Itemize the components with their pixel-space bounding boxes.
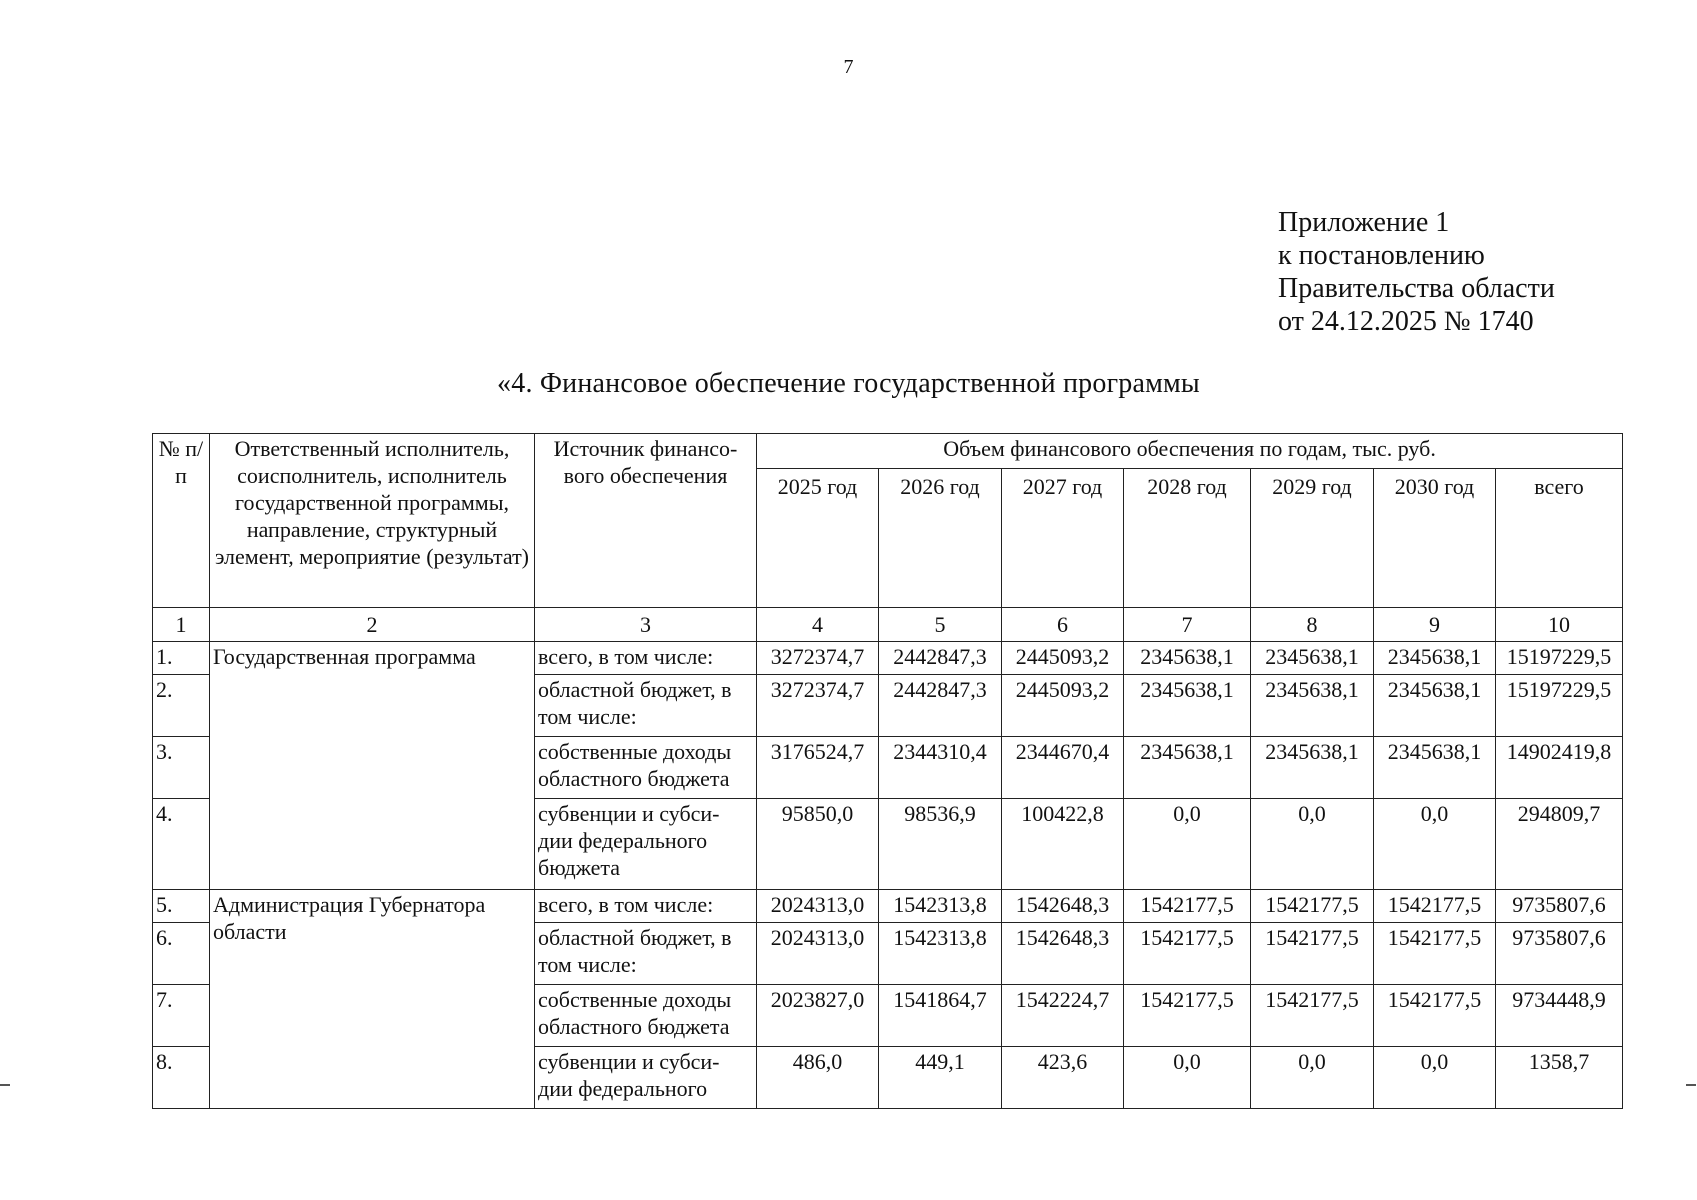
row-number-cell: 7. bbox=[153, 985, 210, 1047]
value-cell: 9735807,6 bbox=[1496, 923, 1623, 985]
value-cell: 9734448,9 bbox=[1496, 985, 1623, 1047]
value-cell: 1542177,5 bbox=[1251, 923, 1374, 985]
column-index-cell: 9 bbox=[1374, 608, 1496, 642]
value-cell: 449,1 bbox=[879, 1047, 1002, 1109]
value-cell: 486,0 bbox=[757, 1047, 879, 1109]
value-cell: 1542177,5 bbox=[1124, 890, 1251, 923]
header-year-cell: 2025 год bbox=[757, 469, 879, 608]
value-cell: 2024313,0 bbox=[757, 890, 879, 923]
appendix-line: Правительства области bbox=[1278, 273, 1555, 304]
value-cell: 0,0 bbox=[1251, 1047, 1374, 1109]
value-cell: 1542177,5 bbox=[1251, 890, 1374, 923]
value-cell: 2345638,1 bbox=[1251, 737, 1374, 799]
value-cell: 2345638,1 bbox=[1124, 642, 1251, 675]
value-cell: 9735807,6 bbox=[1496, 890, 1623, 923]
source-cell: областной бюджет, в том числе: bbox=[535, 923, 757, 985]
column-index-cell: 10 bbox=[1496, 608, 1623, 642]
value-cell: 2345638,1 bbox=[1124, 675, 1251, 737]
column-index-cell: 5 bbox=[879, 608, 1002, 642]
value-cell: 2345638,1 bbox=[1374, 675, 1496, 737]
value-cell: 2442847,3 bbox=[879, 642, 1002, 675]
table-row bbox=[153, 890, 1623, 923]
value-cell: 0,0 bbox=[1124, 1047, 1251, 1109]
value-cell: 15197229,5 bbox=[1496, 642, 1623, 675]
executor-cell: Администрация Губернатора области bbox=[210, 890, 535, 1109]
appendix-line: к постановлению bbox=[1278, 240, 1485, 271]
source-cell: областной бюджет, в том числе: bbox=[535, 675, 757, 737]
value-cell: 3272374,7 bbox=[757, 642, 879, 675]
value-cell: 2345638,1 bbox=[1374, 737, 1496, 799]
financing-table bbox=[152, 433, 1623, 1109]
header-year-cell: 2030 год bbox=[1374, 469, 1496, 608]
value-cell: 1358,7 bbox=[1496, 1047, 1623, 1109]
value-cell: 2344310,4 bbox=[879, 737, 1002, 799]
header-year-cell: 2026 год bbox=[879, 469, 1002, 608]
row-number-cell: 4. bbox=[153, 799, 210, 890]
header-num-cell: № п/п bbox=[153, 434, 210, 608]
appendix-line: от 24.12.2025 № 1740 bbox=[1278, 306, 1534, 337]
value-cell: 294809,7 bbox=[1496, 799, 1623, 890]
value-cell: 2345638,1 bbox=[1251, 642, 1374, 675]
value-cell: 2442847,3 bbox=[879, 675, 1002, 737]
value-cell: 2345638,1 bbox=[1251, 675, 1374, 737]
header-executor-cell: Ответственный исполнитель, соисполнитель, исполнитель государственной программы, направление, структурный элемент, мероприятие (результат) bbox=[210, 434, 535, 608]
column-index-cell: 3 bbox=[535, 608, 757, 642]
header-volume-cell: Объем финансового обеспечения по годам, тыс. руб. bbox=[757, 434, 1623, 469]
value-cell: 100422,8 bbox=[1002, 799, 1124, 890]
value-cell: 1542177,5 bbox=[1124, 985, 1251, 1047]
value-cell: 3272374,7 bbox=[757, 675, 879, 737]
document-title: «4. Финансовое обеспечение государственной программы bbox=[497, 368, 1200, 399]
value-cell: 0,0 bbox=[1374, 799, 1496, 890]
value-cell: 1541864,7 bbox=[879, 985, 1002, 1047]
scan-edge-mark bbox=[0, 1084, 10, 1086]
source-cell: собственные доходы областного бюджета bbox=[535, 985, 757, 1047]
value-cell: 2445093,2 bbox=[1002, 675, 1124, 737]
row-number-cell: 1. bbox=[153, 642, 210, 675]
value-cell: 2345638,1 bbox=[1374, 642, 1496, 675]
page-number: 7 bbox=[843, 56, 854, 78]
column-index-cell: 4 bbox=[757, 608, 879, 642]
value-cell: 1542177,5 bbox=[1251, 985, 1374, 1047]
row-number-cell: 5. bbox=[153, 890, 210, 923]
column-index-cell: 2 bbox=[210, 608, 535, 642]
value-cell: 3176524,7 bbox=[757, 737, 879, 799]
value-cell: 0,0 bbox=[1251, 799, 1374, 890]
value-cell: 0,0 bbox=[1374, 1047, 1496, 1109]
value-cell: 1542648,3 bbox=[1002, 923, 1124, 985]
value-cell: 1542177,5 bbox=[1124, 923, 1251, 985]
value-cell: 1542313,8 bbox=[879, 890, 1002, 923]
value-cell: 2445093,2 bbox=[1002, 642, 1124, 675]
value-cell: 1542177,5 bbox=[1374, 890, 1496, 923]
value-cell: 1542224,7 bbox=[1002, 985, 1124, 1047]
value-cell: 1542648,3 bbox=[1002, 890, 1124, 923]
value-cell: 15197229,5 bbox=[1496, 675, 1623, 737]
value-cell: 1542177,5 bbox=[1374, 985, 1496, 1047]
scan-edge-mark bbox=[1686, 1084, 1696, 1086]
source-cell: всего, в том числе: bbox=[535, 890, 757, 923]
column-index-cell: 1 bbox=[153, 608, 210, 642]
header-year-cell: 2027 год bbox=[1002, 469, 1124, 608]
column-index-row bbox=[153, 608, 1623, 642]
column-index-cell: 8 bbox=[1251, 608, 1374, 642]
value-cell: 2344670,4 bbox=[1002, 737, 1124, 799]
value-cell: 2345638,1 bbox=[1124, 737, 1251, 799]
source-cell: субвенции и субси-дии федерального бюджета bbox=[535, 799, 757, 890]
value-cell: 2023827,0 bbox=[757, 985, 879, 1047]
source-cell: субвенции и субси-дии федерального bbox=[535, 1047, 757, 1109]
row-number-cell: 3. bbox=[153, 737, 210, 799]
value-cell: 423,6 bbox=[1002, 1047, 1124, 1109]
header-total-cell: всего bbox=[1496, 469, 1623, 608]
value-cell: 1542313,8 bbox=[879, 923, 1002, 985]
column-index-cell: 7 bbox=[1124, 608, 1251, 642]
value-cell: 1542177,5 bbox=[1374, 923, 1496, 985]
value-cell: 14902419,8 bbox=[1496, 737, 1623, 799]
value-cell: 98536,9 bbox=[879, 799, 1002, 890]
header-year-cell: 2029 год bbox=[1251, 469, 1374, 608]
header-row bbox=[153, 434, 1623, 469]
appendix-block bbox=[1278, 206, 1555, 338]
executor-cell: Государственная программа bbox=[210, 642, 535, 890]
source-cell: всего, в том числе: bbox=[535, 642, 757, 675]
source-cell: собственные доходы областного бюджета bbox=[535, 737, 757, 799]
table-row bbox=[153, 642, 1623, 675]
appendix-line: Приложение 1 bbox=[1278, 207, 1450, 238]
row-number-cell: 6. bbox=[153, 923, 210, 985]
value-cell: 0,0 bbox=[1124, 799, 1251, 890]
value-cell: 2024313,0 bbox=[757, 923, 879, 985]
header-source-cell: Источник финансо-вого обеспечения bbox=[535, 434, 757, 608]
column-index-cell: 6 bbox=[1002, 608, 1124, 642]
value-cell: 95850,0 bbox=[757, 799, 879, 890]
row-number-cell: 8. bbox=[153, 1047, 210, 1109]
header-year-cell: 2028 год bbox=[1124, 469, 1251, 608]
row-number-cell: 2. bbox=[153, 675, 210, 737]
